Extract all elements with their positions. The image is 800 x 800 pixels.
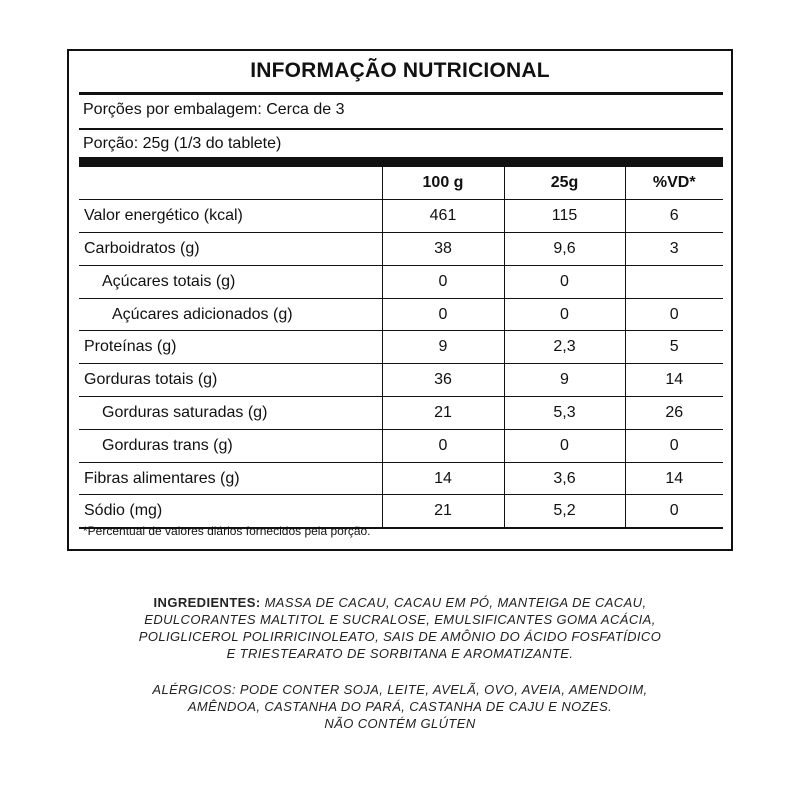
nutrient-name: Valor energético (kcal): [79, 200, 382, 233]
value-100g: 21: [382, 495, 504, 528]
table-header-row: [79, 167, 723, 200]
allergens-block: [100, 681, 700, 732]
allergens-line: ALÉRGICOS: PODE CONTER SOJA, LEITE, AVELÃ, OVO, AVEIA, AMENDOIM,: [152, 682, 648, 697]
value-100g: 461: [382, 200, 504, 233]
header-thick-divider: [79, 157, 723, 167]
header-cell-100g: 100 g: [382, 167, 504, 200]
table-row: [79, 462, 723, 495]
nutrition-table: [79, 167, 723, 529]
ingredients-heading: INGREDIENTES:: [153, 595, 261, 610]
value-vd: [625, 265, 723, 298]
value-100g: 9: [382, 331, 504, 364]
table-row: [79, 233, 723, 266]
nutrition-table-body: [79, 167, 723, 528]
ingredients-line: [100, 594, 700, 611]
ingredients-line: EDULCORANTES MALTITOL E SUCRALOSE, EMULSIFICANTES GOMA ACÁCIA,: [144, 612, 656, 627]
ingredients-line: E TRIESTEARATO DE SORBITANA E AROMATIZANTE.: [226, 646, 574, 661]
value-25g: 0: [504, 265, 625, 298]
value-100g: 0: [382, 429, 504, 462]
servings-per-package: Porções por embalagem: Cerca de 3: [83, 101, 345, 118]
title-divider: [79, 92, 723, 95]
nutrient-name: Sódio (mg): [79, 495, 382, 528]
value-vd: 0: [625, 429, 723, 462]
allergens-line: NÃO CONTÉM GLÚTEN: [324, 716, 476, 731]
value-vd: 26: [625, 397, 723, 430]
ingredients-text: MASSA DE CACAU, CACAU EM PÓ, MANTEIGA DE CACAU,: [264, 595, 647, 610]
header-cell-vd: %VD*: [625, 167, 723, 200]
value-25g: 5,2: [504, 495, 625, 528]
table-row: [79, 265, 723, 298]
nutrient-name: Carboidratos (g): [79, 233, 382, 266]
header-cell-25g: 25g: [504, 167, 625, 200]
table-row: [79, 364, 723, 397]
value-25g: 5,3: [504, 397, 625, 430]
info-divider: [79, 128, 723, 130]
value-vd: 14: [625, 462, 723, 495]
table-row: [79, 331, 723, 364]
nutrient-name: Gorduras totais (g): [79, 364, 382, 397]
value-25g: 9: [504, 364, 625, 397]
table-row: [79, 200, 723, 233]
value-25g: 9,6: [504, 233, 625, 266]
value-25g: 0: [504, 298, 625, 331]
value-vd: 6: [625, 200, 723, 233]
ingredients-block: [100, 594, 700, 662]
ingredients-line: POLIGLICEROL POLIRRICINOLEATO, SAIS DE AMÔNIO DO ÁCIDO FOSFATÍDICO: [138, 629, 662, 644]
nutrition-facts-panel: [67, 49, 733, 551]
table-row: [79, 298, 723, 331]
value-25g: 2,3: [504, 331, 625, 364]
value-100g: 21: [382, 397, 504, 430]
value-vd: 3: [625, 233, 723, 266]
value-vd: 14: [625, 364, 723, 397]
nutrient-name: Açúcares adicionados (g): [79, 298, 382, 331]
value-vd: 0: [625, 495, 723, 528]
serving-size: Porção: 25g (1/3 do tablete): [83, 135, 282, 152]
nutrient-name: Açúcares totais (g): [79, 265, 382, 298]
value-100g: 0: [382, 265, 504, 298]
nutrition-title: INFORMAÇÃO NUTRICIONAL: [250, 59, 550, 82]
value-25g: 115: [504, 200, 625, 233]
value-vd: 0: [625, 298, 723, 331]
allergens-line: AMÊNDOA, CASTANHA DO PARÁ, CASTANHA DE CAJU E NOZES.: [187, 699, 613, 714]
nutrient-name: Gorduras trans (g): [79, 429, 382, 462]
nutrient-name: Proteínas (g): [79, 331, 382, 364]
table-row: [79, 397, 723, 430]
value-25g: 3,6: [504, 462, 625, 495]
footnote: *Percentual de valores diários fornecidos pela porção.: [83, 524, 371, 538]
header-cell-nutrient: [79, 167, 382, 200]
nutrient-name: Fibras alimentares (g): [79, 462, 382, 495]
value-100g: 36: [382, 364, 504, 397]
value-vd: 5: [625, 331, 723, 364]
value-100g: 14: [382, 462, 504, 495]
value-25g: 0: [504, 429, 625, 462]
table-row: [79, 429, 723, 462]
value-100g: 0: [382, 298, 504, 331]
nutrient-name: Gorduras saturadas (g): [79, 397, 382, 430]
value-100g: 38: [382, 233, 504, 266]
table-row: [79, 495, 723, 528]
